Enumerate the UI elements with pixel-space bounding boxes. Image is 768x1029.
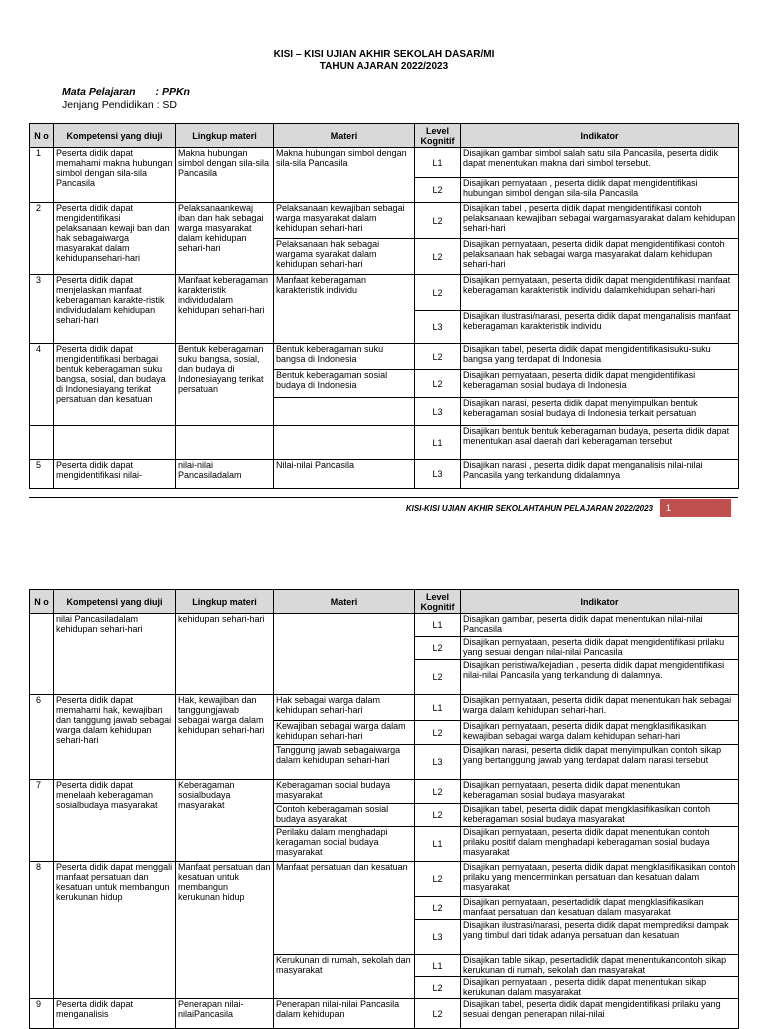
cell-materi: Manfaat keberagaman karakteristik individu bbox=[274, 275, 415, 344]
table-row bbox=[30, 203, 739, 239]
cell-indikator: Disajikan bentuk bentuk keberagaman budaya, peserta didik dapat menentukan asal daerah dari keberagaman tersebut bbox=[461, 426, 739, 460]
cell-indikator: Disajikan ilustrasi/narasi, peserta didik dapat memprediksi dampak yang timbul dari tidak adanya persatuan dan kesatuan bbox=[461, 920, 739, 955]
cell-indikator: Disajikan pernyataan, peserta didik dapat menentukan keberagaman sosial budaya masyarakat bbox=[461, 780, 739, 804]
page-number-badge: 1 bbox=[660, 499, 731, 517]
cell-indikator: Disajikan ilustrasi/narasi, peserta didik dapat menganalisis manfaat keberagaman karakteristik individu bbox=[461, 311, 739, 344]
cell-no bbox=[30, 614, 54, 695]
table-header-row bbox=[30, 124, 739, 148]
cell-materi: Penerapan nilai-nilai Pancasila dalam kehidupan bbox=[274, 999, 415, 1029]
cell-indikator: Disajikan pernyataan, peserta didik dapat mengidentifikasi prilaku yang sesuai dengan nilai-nilai Pancasila bbox=[461, 637, 739, 660]
cell-level: L2 bbox=[415, 977, 461, 999]
footer-divider bbox=[29, 497, 738, 498]
cell-lingkup: nilai-nilai Pancasiladalam bbox=[176, 460, 274, 489]
cell-lingkup bbox=[176, 426, 274, 460]
cell-level: L2 bbox=[415, 239, 461, 275]
document-meta bbox=[62, 86, 190, 111]
kisi-table-page-2 bbox=[29, 589, 739, 1029]
cell-materi: Hak sebagai warga dalam kehidupan sehari-hari bbox=[274, 695, 415, 721]
cell-level: L2 bbox=[415, 178, 461, 203]
cell-level: L2 bbox=[415, 370, 461, 398]
cell-materi: Keberagaman social budaya masyarakat bbox=[274, 780, 415, 804]
cell-level: L1 bbox=[415, 614, 461, 637]
table-row bbox=[30, 695, 739, 721]
cell-indikator: Disajikan pernyataan , peserta didik dapat menentukan sikap kerukunan dalam masyarakat bbox=[461, 977, 739, 999]
cell-no: 7 bbox=[30, 780, 54, 862]
table-row bbox=[30, 426, 739, 460]
cell-lingkup: Hak, kewajiban dan tanggungjawab sebagai warga dalam kehidupan sehari-hari bbox=[176, 695, 274, 780]
document-title bbox=[0, 49, 768, 73]
subject-line bbox=[62, 86, 190, 99]
cell-indikator: Disajikan pernyataan, peserta didik dapat mengidentifikasi manfaat keberagaman karakteristik individu dalamkehidupan sehari-hari bbox=[461, 275, 739, 311]
cell-materi: Makna hubungan simbol dengan sila-sila Pancasila bbox=[274, 148, 415, 203]
cell-lingkup: Bentuk keberagaman suku bangsa, sosial, dan budaya di Indonesiayang terikat persatuan bbox=[176, 344, 274, 426]
cell-indikator: Disajikan tabel , peserta didik dapat mengidentifikasi contoh pelaksanaan kewajiban sebagai wargamasyarakat dalam kehidupan sehari-hari bbox=[461, 203, 739, 239]
table-row bbox=[30, 460, 739, 489]
cell-indikator: Disajikan peristiwa/kejadian , peserta didik dapat mengidentifikasi nilai-nilai Pancasila yang terkandung di dalamnya. bbox=[461, 660, 739, 695]
cell-indikator: Disajikan table sikap, pesertadidik dapat menentukancontoh sikap kerukunan di rumah, sekolah dan masyarakat bbox=[461, 955, 739, 977]
table-row bbox=[30, 862, 739, 897]
cell-level: L1 bbox=[415, 426, 461, 460]
cell-indikator: Disajikan pernyataan, pesertadidik dapat mengklasifikasikan manfaat persatuan dan kesatuan dalam masyarakat bbox=[461, 897, 739, 920]
cell-kompetensi: Peserta didik dapat mengidentifikasi nilai- bbox=[54, 460, 176, 489]
cell-lingkup: Penerapan nilai-nilaiPancasila bbox=[176, 999, 274, 1029]
cell-indikator: Disajikan pernyataan, peserta didik dapat mengklasifikasikan contoh prilaku yang mencerminkan persatuan dan kesatuan dalam masyarakat bbox=[461, 862, 739, 897]
cell-kompetensi: nilai Pancasiladalam kehidupan sehari-hari bbox=[54, 614, 176, 695]
cell-level: L2 bbox=[415, 660, 461, 695]
cell-level: L3 bbox=[415, 920, 461, 955]
cell-lingkup: Pelaksanaankewaj iban dan hak sebagai warga masyarakat dalam kehidupan sehari-hari bbox=[176, 203, 274, 275]
cell-no: 6 bbox=[30, 695, 54, 780]
header-kompetensi: Kompetensi yang diuji bbox=[54, 590, 176, 614]
cell-materi: Bentuk keberagaman sosial budaya di Indonesia bbox=[274, 370, 415, 398]
table-row bbox=[30, 344, 739, 370]
cell-kompetensi: Peserta didik dapat memahami hak, kewajiban dan tanggung jawab sebagai warga dalam kehidupan sehari-hari bbox=[54, 695, 176, 780]
cell-level: L3 bbox=[415, 311, 461, 344]
cell-level: L2 bbox=[415, 862, 461, 897]
cell-level: L2 bbox=[415, 203, 461, 239]
cell-indikator: Disajikan gambar, peserta didik dapat menentukan nilai-nilai Pancasila bbox=[461, 614, 739, 637]
header-level: Level Kognitif bbox=[415, 590, 461, 614]
cell-level: L2 bbox=[415, 721, 461, 745]
cell-materi: Bentuk keberagaman suku bangsa di Indonesia bbox=[274, 344, 415, 370]
cell-kompetensi: Peserta didik dapat menjelaskan manfaat keberagaman karakte-ristik individudalam kehidupan sehari-hari bbox=[54, 275, 176, 344]
cell-materi: Nilai-nilai Pancasila bbox=[274, 460, 415, 489]
table-row bbox=[30, 614, 739, 637]
cell-level: L1 bbox=[415, 827, 461, 862]
cell-lingkup: kehidupan sehari-hari bbox=[176, 614, 274, 695]
cell-lingkup: Manfaat keberagaman karakteristik individudalam kehidupan sehari-hari bbox=[176, 275, 274, 344]
cell-kompetensi: Peserta didik dapat menganalisis bbox=[54, 999, 176, 1029]
cell-indikator: Disajikan tabel, peserta didik dapat mengidentifikasisuku-suku bangsa yang terdapat di Indonesia bbox=[461, 344, 739, 370]
header-materi: Materi bbox=[274, 590, 415, 614]
cell-no: 4 bbox=[30, 344, 54, 426]
cell-materi bbox=[274, 426, 415, 460]
cell-level: L2 bbox=[415, 344, 461, 370]
cell-materi bbox=[274, 398, 415, 426]
cell-level: L2 bbox=[415, 999, 461, 1029]
header-level: Level Kognitif bbox=[415, 124, 461, 148]
cell-level: L2 bbox=[415, 804, 461, 827]
cell-lingkup: Manfaat persatuan dan kesatuan untuk membangun kerukunan hidup bbox=[176, 862, 274, 999]
cell-no: 3 bbox=[30, 275, 54, 344]
cell-materi: Contoh keberagaman sosial budaya asyarakat bbox=[274, 804, 415, 827]
cell-indikator: Disajikan pernyataan, peserta didik dapat mengklasifikasikan kewajiban sebagai warga dalam kehidupan sehari-hari bbox=[461, 721, 739, 745]
cell-level: L2 bbox=[415, 275, 461, 311]
cell-indikator: Disajikan narasi, peserta didik dapat menyimpulkan bentuk keberagaman sosial budaya di Indonesia terkait persatuan bbox=[461, 398, 739, 426]
cell-level: L1 bbox=[415, 148, 461, 178]
cell-indikator: Disajikan tabel, peserta didik dapat mengklasifikasikan contoh keberagaman sosial budaya masyarakat bbox=[461, 804, 739, 827]
table-row bbox=[30, 780, 739, 804]
cell-indikator: Disajikan gambar simbol salah satu sila Pancasila, peserta didik dapat menentukan makna dari simbol tersebut. bbox=[461, 148, 739, 178]
cell-kompetensi: Peserta didik dapat menelaah keberagaman sosialbudaya masyarakat bbox=[54, 780, 176, 862]
education-level: Jenjang Pendidikan : SD bbox=[62, 98, 177, 111]
cell-level: L1 bbox=[415, 955, 461, 977]
cell-indikator: Disajikan tabel, peserta didik dapat mengidentifikasi prilaku yang sesuai dengan penerapan nilai-nilai bbox=[461, 999, 739, 1029]
subject-value: : PPKn bbox=[155, 86, 190, 98]
cell-indikator: Disajikan pernyataan, peserta didik dapat menentukan hak sebagai warga dalam kehidupan sehari-hari. bbox=[461, 695, 739, 721]
cell-indikator: Disajikan narasi, peserta didik dapat menyimpulkan contoh sikap yang bertanggung jawab yang terdapat dalam narasi tersebut bbox=[461, 745, 739, 780]
cell-no: 8 bbox=[30, 862, 54, 999]
kisi-table-page-1 bbox=[29, 123, 739, 489]
cell-kompetensi bbox=[54, 426, 176, 460]
cell-no: 9 bbox=[30, 999, 54, 1029]
table-row bbox=[30, 148, 739, 178]
header-no: N o bbox=[30, 124, 54, 148]
table-row bbox=[30, 275, 739, 311]
cell-no: 2 bbox=[30, 203, 54, 275]
cell-lingkup: Makna hubungan simbol dengan sila-sila Pancasila bbox=[176, 148, 274, 203]
subject-label: Mata Pelajaran bbox=[62, 86, 136, 98]
cell-indikator: Disajikan pernyataan, peserta didik dapat menentukan contoh prilaku positif dalam menghadapi keberagaman sosial budaya masyarakat bbox=[461, 827, 739, 862]
table-header-row bbox=[30, 590, 739, 614]
cell-materi: Kewajiban sebagai warga dalam kehidupan sehari-hari bbox=[274, 721, 415, 745]
cell-materi: Manfaat persatuan dan kesatuan bbox=[274, 862, 415, 955]
header-indikator: Indikator bbox=[461, 590, 739, 614]
cell-materi: Pelaksanaan hak sebagai wargama syarakat dalam kehidupan sehari-hari bbox=[274, 239, 415, 275]
cell-kompetensi: Peserta didik dapat mengidentifikasi pelaksanaan kewaji ban dan hak sebagaiwarga masyarakat dalam kehidupansehari-hari bbox=[54, 203, 176, 275]
cell-indikator: Disajikan pernyataan , peserta didik dapat mengidentifikasi hubungan simbol dengan sila-sila Pancasila bbox=[461, 178, 739, 203]
cell-materi: Tanggung jawab sebagaiwarga dalam kehidupan sehari-hari bbox=[274, 745, 415, 780]
cell-level: L2 bbox=[415, 637, 461, 660]
header-kompetensi: Kompetensi yang diuji bbox=[54, 124, 176, 148]
title-line-1: KISI – KISI UJIAN AKHIR SEKOLAH DASAR/MI bbox=[273, 49, 495, 60]
header-no: N o bbox=[30, 590, 54, 614]
cell-no: 1 bbox=[30, 148, 54, 203]
footer-text: KISI-KISI UJIAN AKHIR SEKOLAHTAHUN PELAJARAN 2022/2023 bbox=[405, 504, 653, 513]
cell-no bbox=[30, 426, 54, 460]
cell-kompetensi: Peserta didik dapat menggali manfaat persatuan dan kesatuan untuk membangun kerukunan hidup bbox=[54, 862, 176, 999]
cell-no: 5 bbox=[30, 460, 54, 489]
cell-lingkup: Keberagaman sosialbudaya masyarakat bbox=[176, 780, 274, 862]
cell-level: L2 bbox=[415, 780, 461, 804]
cell-level: L2 bbox=[415, 897, 461, 920]
cell-level: L3 bbox=[415, 460, 461, 489]
cell-kompetensi: Peserta didik dapat mengidentifikasi berbagai bentuk keberagaman suku bangsa, sosial, dan budaya di Indonesiayang terikat persatuan dan kesatuan bbox=[54, 344, 176, 426]
header-materi: Materi bbox=[274, 124, 415, 148]
cell-level: L1 bbox=[415, 695, 461, 721]
header-lingkup: Lingkup materi bbox=[176, 590, 274, 614]
cell-indikator: Disajikan pernyataan, peserta didik dapat mengidentifikasi contoh pelaksanaan hak sebagai warga masyarakat dalam kehidupan sehari-hari bbox=[461, 239, 739, 275]
cell-level: L3 bbox=[415, 745, 461, 780]
cell-indikator: Disajikan narasi , peserta didik dapat menganalisis nilai-nilai Pancasila yang terkandung didalamnya bbox=[461, 460, 739, 489]
cell-materi bbox=[274, 614, 415, 695]
cell-materi: Pelaksanaan kewajiban sebagai warga masyarakat dalam kehidupan sehari-hari bbox=[274, 203, 415, 239]
table-row bbox=[30, 999, 739, 1029]
title-line-2: TAHUN AJARAN 2022/2023 bbox=[319, 61, 449, 72]
header-lingkup: Lingkup materi bbox=[176, 124, 274, 148]
header-indikator: Indikator bbox=[461, 124, 739, 148]
cell-level: L3 bbox=[415, 398, 461, 426]
cell-materi: Perilaku dalam menghadapi keragaman social budaya masyarakat bbox=[274, 827, 415, 862]
cell-materi: Kerukunan di rumah, sekolah dan masyarakat bbox=[274, 955, 415, 999]
cell-kompetensi: Peserta didik dapat memahami makna hubungan simbol dengan sila-sila Pancasila bbox=[54, 148, 176, 203]
cell-indikator: Disajikan pernyataan, peserta didik dapat mengidentifikasi keberagaman sosial budaya di Indonesia bbox=[461, 370, 739, 398]
